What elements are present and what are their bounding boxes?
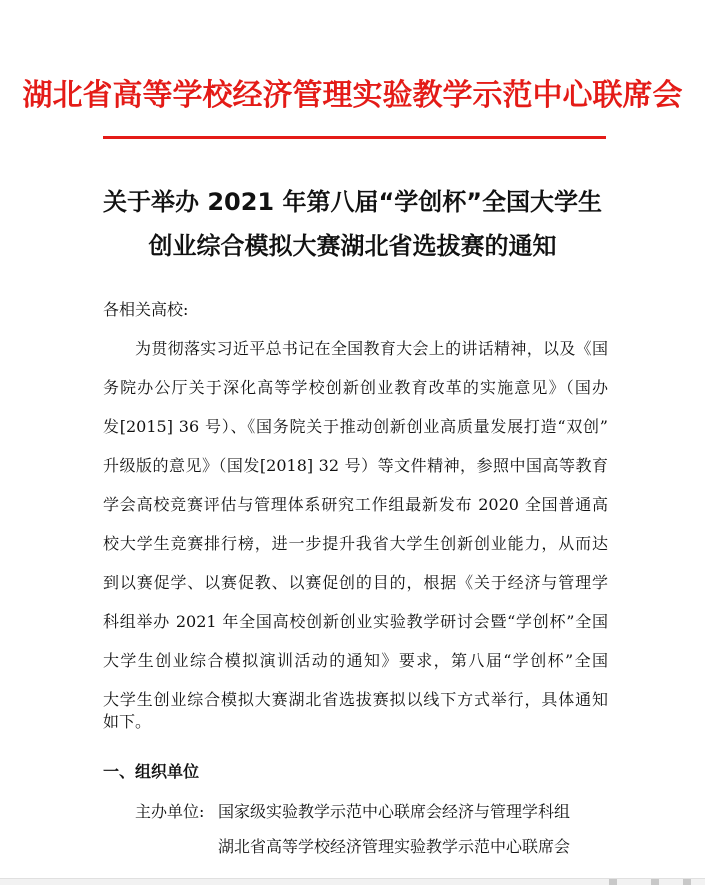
paragraph-line: 学会高校竞赛评估与管理体系研究工作组最新发布 2020 全国普通高 — [103, 495, 608, 514]
issuing-organization-title: 湖北省高等学校经济管理实验教学示范中心联席会 — [22, 78, 683, 113]
scroll-marker — [683, 879, 691, 885]
organizer-name: 湖北省高等学校经济管理实验教学示范中心联席会 — [218, 837, 571, 856]
paragraph-line: 大学生创业综合模拟大赛湖北省选拔赛拟以线下方式举行，具体通知 — [103, 690, 608, 709]
red-header-rule — [103, 136, 606, 139]
paragraph-line: 大学生创业综合模拟演训活动的通知》要求，第八届“学创杯”全国 — [103, 651, 608, 670]
document-title-line-1: 关于举办 2021 年第八届“学创杯”全国大学生 — [102, 188, 603, 216]
section-heading-organizers: 一、组织单位 — [103, 762, 200, 781]
paragraph-line: 为贯彻落实习近平总书记在全国教育大会上的讲话精神，以及《国 — [135, 339, 608, 358]
organizer-label: 主办单位: — [135, 802, 205, 821]
scroll-marker — [609, 879, 617, 885]
paragraph-line: 科组举办 2021 年全国高校创新创业实验教学研讨会暨“学创杯”全国 — [103, 612, 608, 631]
paragraph-line: 到以赛促学、以赛促教、以赛促创的目的，根据《关于经济与管理学 — [103, 573, 608, 592]
paragraph-line: 升级版的意见》（国发[2018] 32 号）等文件精神，参照中国高等教育 — [103, 456, 608, 475]
organizer-name: 国家级实验教学示范中心联席会经济与管理学科组 — [218, 802, 571, 821]
paragraph-line: 务院办公厅关于深化高等学校创新创业教育改革的实施意见》（国办 — [103, 378, 608, 397]
scroll-marker — [651, 879, 659, 885]
viewer-bottom-strip — [0, 878, 705, 885]
paragraph-line: 发[2015] 36 号）、《国务院关于推动创新创业高质量发展打造“双创” — [103, 417, 608, 436]
salutation: 各相关高校: — [103, 300, 189, 319]
paragraph-line: 校大学生竞赛排行榜，进一步提升我省大学生创新创业能力，从而达 — [103, 534, 608, 553]
paragraph-line: 如下。 — [103, 712, 152, 731]
document-title-line-2: 创业综合模拟大赛湖北省选拔赛的通知 — [148, 232, 557, 260]
